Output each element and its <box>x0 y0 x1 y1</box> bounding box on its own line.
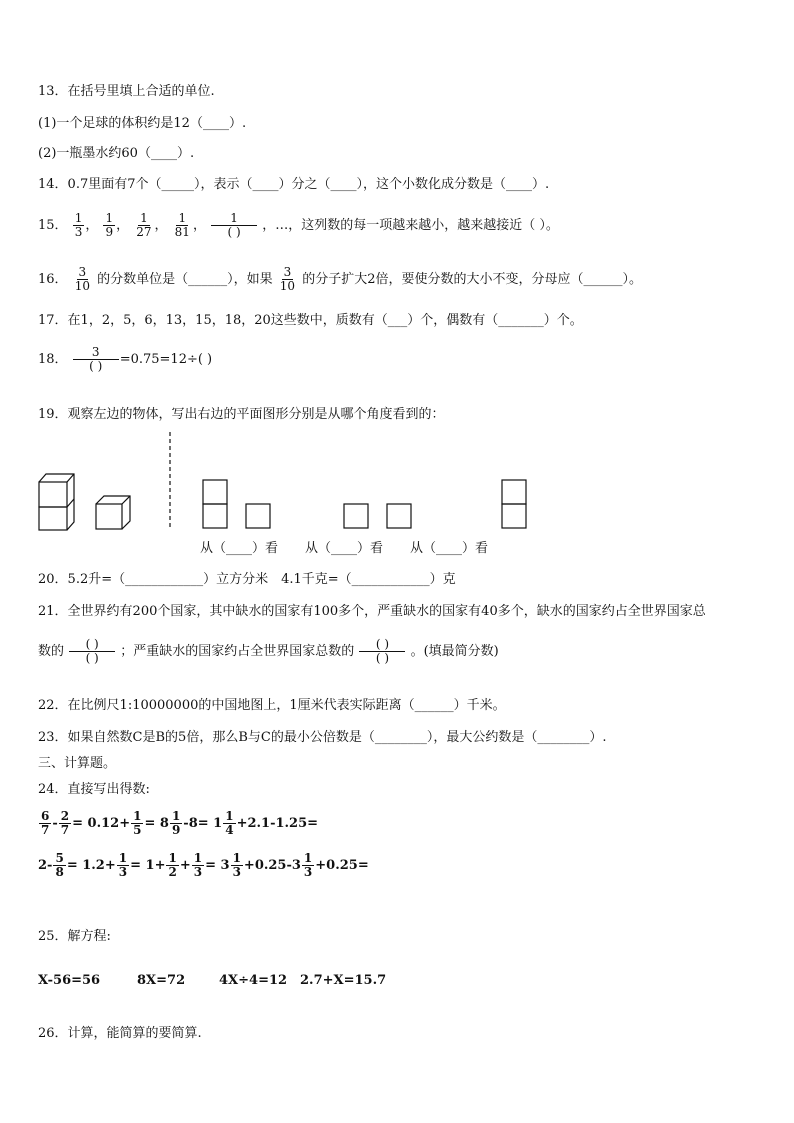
view-3-shape <box>502 480 526 528</box>
q15-frac-1: $\frac{1}{3}$ <box>74 211 83 239</box>
q25-eq-4: 2.7+X=15.7 <box>300 973 387 988</box>
q24-r2-frac-5: $\frac{1}{3}$ <box>232 851 241 879</box>
q23: 23．如果自然数C是B的5倍，那么B与C的最小公倍数是（________），最大公约数是（________）. <box>38 730 607 745</box>
q24-r1-frac-1: $\frac{6}{7}$ <box>41 809 50 837</box>
q24-row-2: 2- $\frac{5}{8}$ = 1.2+ $\frac{1}{3}$ = 1+ $\frac{1}{2}$ + $\frac{1}{3}$ = 3 $\frac{1}{3}$ +0.25-3 $\frac{1}{3}$ +0.25= <box>38 851 369 879</box>
view-2-shape <box>344 504 411 528</box>
q24-r2-frac-6: $\frac{1}{3}$ <box>303 851 313 879</box>
q21-line1: 21．全世界约有200个国家，其中缺水的国家有100多个，严重缺水的国家有40多个，缺水的国家约占全世界国家总 <box>38 604 706 619</box>
q16-frac-2: $\frac{3}{10}$ <box>279 265 296 293</box>
q21-line2 <box>38 638 499 665</box>
q19-figures <box>0 420 794 540</box>
q24-r1-frac-4: $\frac{1}{9}$ <box>171 809 181 837</box>
q25-eq-3: 4X÷4=12 <box>219 973 288 988</box>
q15-frac-3: $\frac{1}{27}$ <box>136 211 152 239</box>
q15-tail: ，…，这列数的每一项越来越小，越来越接近（ ）。 <box>262 218 559 233</box>
q18-tail: =0.75=12÷( ) <box>119 352 213 367</box>
q15: 15． $\frac{1}{3}$ ， $\frac{1}{9}$ ， $\frac{1}{27}$ ， $\frac{1}{81}$ ， $\frac{1}{( )}$ ，…，这列数的每一项越来越小，越来越接近（ ）。 <box>38 211 559 239</box>
q24-r2-frac-1: $\frac{5}{8}$ <box>55 851 64 879</box>
q21-part3: 。(填最简分数) <box>410 644 499 659</box>
q15-number: 15． <box>38 218 68 233</box>
q18 <box>38 346 212 373</box>
q16-part1: 的分数单位是（______），如果 <box>97 272 273 287</box>
q14: 14．0.7里面有7个（_____），表示（____）分之（____），这个小数化成分数是（____）. <box>38 177 550 192</box>
section-3-heading: 三、计算题。 <box>38 756 117 771</box>
q21-part1: 数的 <box>38 644 65 659</box>
q17: 17．在1，2，5，6，13，15，18，20这些数中，质数有（___）个，偶数有（_______）个。 <box>38 313 583 328</box>
single-cube-figure <box>96 496 130 529</box>
q24-r1-frac-3: $\frac{1}{5}$ <box>133 809 142 837</box>
q13-part1: (1)一个足球的体积约是12（____）. <box>38 116 247 131</box>
q13-part2: (2)一瓶墨水约60（____）. <box>38 146 195 161</box>
q24-r1-frac-5: $\frac{1}{4}$ <box>225 809 234 837</box>
q18-frac: $\frac{3}{( )}$ <box>73 346 119 373</box>
q25-eq-1: X-56=56 <box>38 973 101 988</box>
q26: 26．计算，能简算的要简算. <box>38 1026 202 1041</box>
q24-title: 24．直接写出得数: <box>38 782 150 797</box>
q20: 20．5.2升=（____________）立方分米 4.1千克=（____________）克 <box>38 572 456 587</box>
q19-label-1: 从（____）看 <box>200 541 279 556</box>
q16-number: 16． <box>38 272 68 287</box>
q15-frac-5: $\frac{1}{( )}$ <box>211 212 257 239</box>
q13-title: 13．在括号里填上合适的单位. <box>38 84 215 99</box>
q25-eq-2: 8X=72 <box>137 973 186 988</box>
q22: 22．在比例尺1:10000000的中国地图上，1厘米代表实际距离（______）千米。 <box>38 698 506 713</box>
q19-title: 19．观察左边的物体，写出右边的平面图形分别是从哪个角度看到的： <box>38 407 445 422</box>
q15-frac-2: $\frac{1}{9}$ <box>105 211 114 239</box>
q21-blank-frac-1: $\frac{( )}{( )}$ <box>69 638 115 665</box>
q24-r2-frac-3: $\frac{1}{2}$ <box>168 851 177 879</box>
q21-part2: ；严重缺水的国家约占全世界国家总数的 <box>120 644 355 659</box>
q16-part2: 的分子扩大2倍，要使分数的大小不变，分母应（______）。 <box>302 272 642 287</box>
q16-frac-1: $\frac{3}{10}$ <box>74 265 90 293</box>
q24-r2-frac-2: $\frac{1}{3}$ <box>118 851 128 879</box>
q19-label-3: 从（____）看 <box>410 541 489 556</box>
q15-frac-4: $\frac{1}{81}$ <box>174 211 190 239</box>
q21-blank-frac-2: $\frac{( )}{( )}$ <box>359 638 405 665</box>
q24-r1-frac-2: $\frac{2}{7}$ <box>60 809 70 837</box>
q25-title: 25．解方程: <box>38 929 111 944</box>
q19-label-2: 从（____）看 <box>305 541 384 556</box>
q16 <box>38 266 642 293</box>
stacked-cubes-figure <box>39 474 74 530</box>
q18-number: 18． <box>38 352 68 367</box>
q24-r2-frac-4: $\frac{1}{3}$ <box>193 851 203 879</box>
view-1-shape <box>203 480 270 528</box>
q24-row-1: $\frac{6}{7}$ - $\frac{2}{7}$ = 0.12+ $\frac{1}{5}$ = 8 $\frac{1}{9}$ -8= 1 $\frac{1}{4}$ +2.1-1.25= <box>41 809 319 837</box>
